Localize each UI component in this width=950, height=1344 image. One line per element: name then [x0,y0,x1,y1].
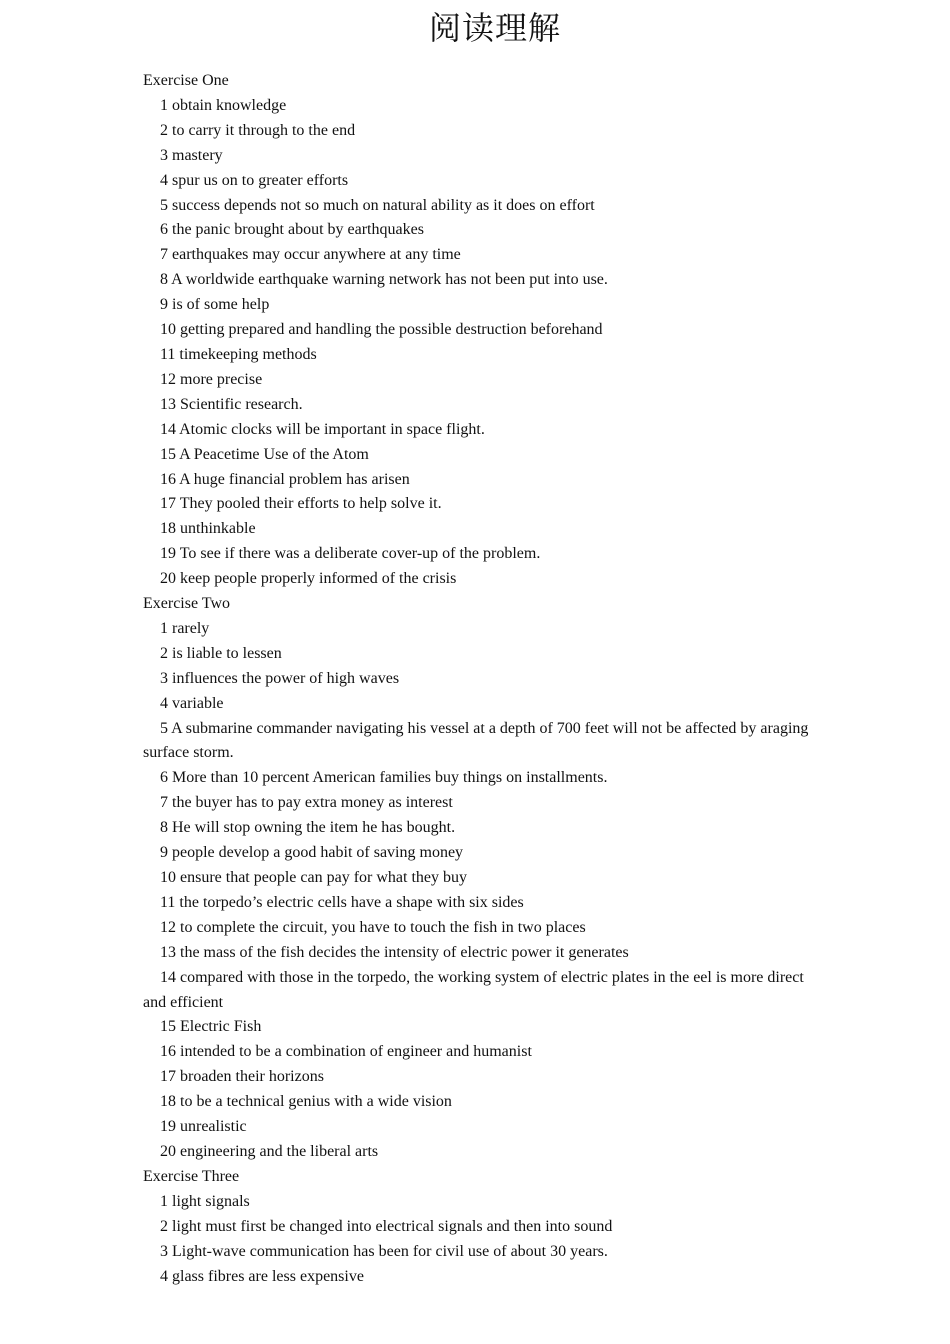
answer-item: 7 the buyer has to pay extra money as interest [160,794,453,812]
answer-item: 7 earthquakes may occur anywhere at any time [160,246,461,264]
answer-item: 5 success depends not so much on natural ability as it does on effort [160,196,595,214]
answer-item: 11 the torpedo’s electric cells have a shape with six sides [160,893,524,911]
answer-item: 11 timekeeping methods [160,345,317,363]
answer-item: 13 the mass of the fish decides the intensity of electric power it generates [160,943,629,961]
answer-item: 6 the panic brought about by earthquakes [160,221,424,239]
answer-item: 8 A worldwide earthquake warning network has not been put into use. [160,271,608,289]
answer-item: 1 light signals [160,1192,250,1210]
answer-item: 15 A Peacetime Use of the Atom [160,445,369,463]
answer-item: 14 compared with those in the torpedo, the working system of electric plates in the eel is more direct and efficient [143,968,804,1011]
page-title: 阅读理解 [428,9,561,47]
exercise-section [143,1165,815,1290]
answer-item: 12 to complete the circuit, you have to touch the fish in two places [160,918,586,936]
answer-item: 3 mastery [160,146,223,164]
answer-item: 12 more precise [160,370,263,388]
answer-item: 5 A submarine commander navigating his vessel at a depth of 700 feet will not be affected by araging surface storm. [143,719,809,762]
answer-item: 13 Scientific research. [160,395,303,413]
answer-item: 17 They pooled their efforts to help solve it. [160,495,442,513]
answer-item: 20 keep people properly informed of the crisis [160,570,457,588]
answer-item: 9 is of some help [160,296,270,314]
answer-item: 19 unrealistic [160,1118,247,1136]
answer-item: 9 people develop a good habit of saving money [160,844,464,862]
answer-list [143,69,815,1289]
exercise-heading: Exercise Two [143,595,230,613]
answer-item: 1 rarely [160,619,210,637]
answer-item: 16 intended to be a combination of engineer and humanist [160,1043,532,1061]
answer-item: 4 glass fibres are less expensive [160,1267,364,1285]
answer-item: 18 unthinkable [160,520,256,538]
answer-item: 3 influences the power of high waves [160,669,400,687]
exercise-heading: Exercise One [143,72,229,89]
answer-item: 19 To see if there was a deliberate cover-up of the problem. [160,545,541,563]
answer-item: 15 Electric Fish [160,1018,262,1036]
answer-item: 17 broaden their horizons [160,1068,324,1086]
exercise-section [143,69,815,592]
answer-item: 16 A huge financial problem has arisen [160,470,410,488]
answer-item: 3 Light-wave communication has been for civil use of about 30 years. [160,1242,608,1260]
answer-item: 4 spur us on to greater efforts [160,171,349,189]
answer-item: 2 to carry it through to the end [160,121,356,139]
answer-item: 20 engineering and the liberal arts [160,1142,379,1160]
answer-item: 8 He will stop owning the item he has bought. [160,819,456,837]
answer-item: 10 ensure that people can pay for what they buy [160,869,468,886]
answer-item: 4 variable [160,694,224,712]
answer-item: 6 More than 10 percent American families buy things on installments. [160,769,608,787]
exercise-section [143,592,815,1165]
exercise-heading: Exercise Three [143,1167,240,1185]
answer-item: 10 getting prepared and handling the possible destruction beforehand [160,321,603,339]
answer-item: 2 is liable to lessen [160,644,282,662]
answer-item: 14 Atomic clocks will be important in space flight. [160,420,485,438]
answer-item: 1 obtain knowledge [160,96,287,114]
answer-item: 18 to be a technical genius with a wide vision [160,1093,452,1111]
answer-item: 2 light must first be changed into electrical signals and then into sound [160,1217,613,1235]
